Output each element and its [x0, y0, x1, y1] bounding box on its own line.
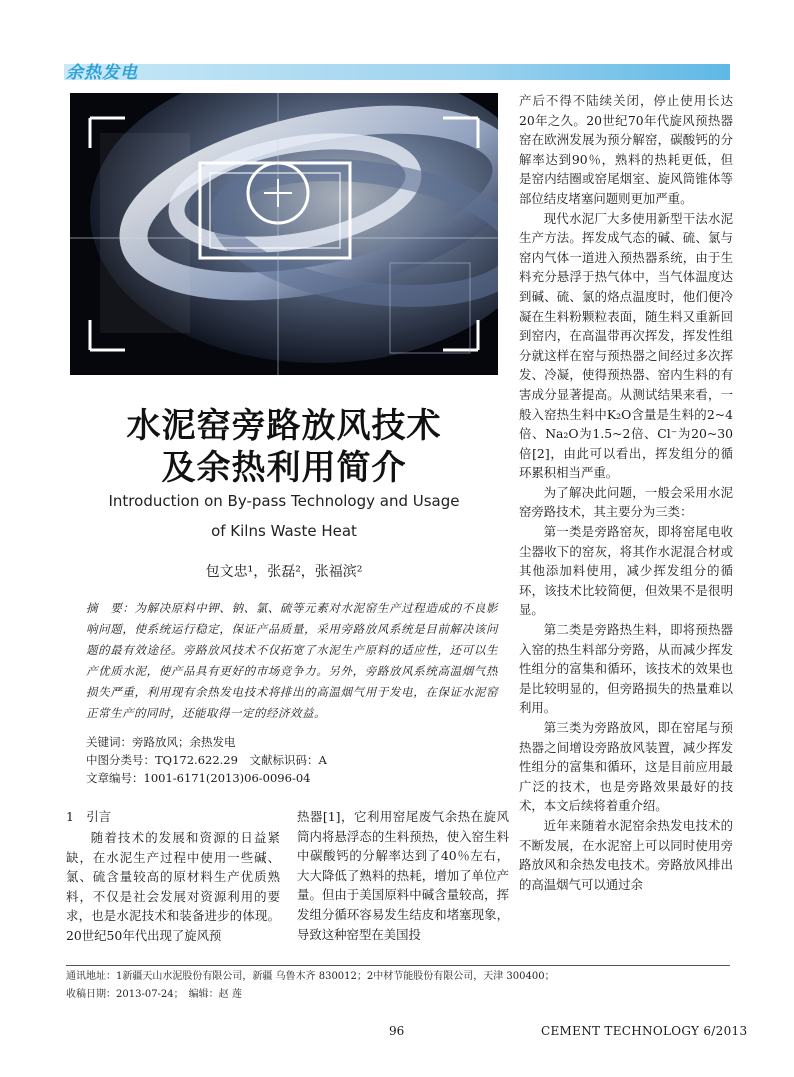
- body-paragraph: 现代水泥厂大多使用新型干法水泥生产方法。挥发成气态的碱、硫、氯与窑内气体一道进入预热器系统，由于生料充分悬浮于热气体中，当气体温度达到碱、硫、氯的烙点温度时，他们便冷凝在生料粉颗粒表面，随生料又重新回到窑内，在高温带再次挥发，挥发性组分就这样在窑与预热器之间经过多次挥发、冷凝，使得预热器、窑内生料的有害成分显著提高。从测试结果来看，一般入窑热生料中K₂O含量是生料的2~4倍、Na₂O为1.5~2倍、Cl⁻为20~30倍[2]，由此可以看出，挥发组分的循环累积相当严重。: [519, 210, 733, 481]
- body-paragraph: 近年来随着水泥窑余热发电技术的不断发展，在水泥窑上可以同时使用旁路放风和余热发电技术。旁路放风排出的高温烟气可以通过余: [519, 817, 733, 892]
- abstract: 摘 要：为解决原料中钾、钠、氯、硫等元素对水泥窑生产过程造成的不良影响问题，使系统运行稳定，保证产品质量，采用旁路放风系统是目前解决该问题的最有效途径。旁路放风技术不仅拓宽了水泥生产原料的适应性，还可以生产优质水泥，使产品具有更好的市场竞争力。另外，旁路放风系统高温烟气热损失严重，利用现有余热发电技术将排出的高温烟气用于发电，在保证水泥窑正常生产的同时，还能取得一定的经济效益。: [86, 601, 498, 720]
- authors: 包文忠¹，张磊²，张福滨²: [205, 564, 363, 580]
- header-bar: [64, 64, 730, 80]
- body-paragraph: 随着技术的发展和资源的日益紧缺，在水泥生产过程中使用一些碱、氯、硫含量较高的原材料生产优质熟料，不仅是社会发展对资源利用的要求，也是水泥技术和装备进步的体现。20世纪50年代出现了旋风预: [66, 830, 280, 943]
- body-paragraph: 热器[1]，它利用窑尾废气余热在旋风筒内将悬浮态的生料预热，使入窑生料中碳酸钙的分解率达到了40％左右，大大降低了熟料的热耗，增加了单位产量。但由于美国原料中碱含量较高，挥发组分循环容易发生结皮和堵塞现象，导致这种窑型在美国投: [297, 809, 509, 942]
- footnote-address: 通讯地址：1新疆天山水泥股份有限公司，新疆 乌鲁木齐 830012；2中材节能股份有限公司，天津 300400；: [66, 971, 555, 982]
- article-number: 文章编号：1001-6171(2013)06-0096-04: [86, 771, 311, 785]
- body-paragraph: 第三类为旁路放风，即在窑尾与预热器之间增设旁路放风装置，减少挥发性组分的富集和循环，这是目前应用最广泛的技术，也是旁路效果最好的技术，本文后续将着重介绍。: [519, 720, 733, 814]
- footnote-dates: 收稿日期：2013-07-24； 编辑：赵 莲: [66, 989, 242, 1000]
- english-title-line-2: of Kilns Waste Heat: [211, 522, 357, 540]
- section-tag: 余热发电: [66, 63, 138, 83]
- section-heading: 1 引言: [66, 809, 112, 824]
- classification: 中图分类号：TQ172.622.29 文献标识码：A: [86, 753, 327, 767]
- body-paragraph: 第二类是旁路热生料，即将预热器入窑的热生料部分旁路，从而减少挥发性组分的富集和循环，该技术的效果也是比较明显的，但旁路损失的热量难以利用。: [519, 622, 733, 716]
- journal-name: CEMENT TECHNOLOGY 6/2013: [541, 1024, 748, 1038]
- title-line-1: 水泥窑旁路放风技术: [126, 406, 442, 446]
- page-number: 96: [389, 1024, 405, 1038]
- body-paragraph: 第一类是旁路窑灰，即将窑尾电收尘器收下的窑灰，将其作水泥混合材或其他添加料使用，减少挥发组分的循环，该技术比较简便，但效果不是很明显。: [519, 524, 733, 618]
- body-paragraph: 为了解决此问题，一般会采用水泥窑旁路技术，其主要分为三类：: [519, 484, 733, 520]
- title-line-2: 及余热利用简介: [161, 448, 407, 488]
- body-column-1: [66, 828, 280, 946]
- right-column: [519, 91, 733, 894]
- footer-rule: [66, 965, 730, 966]
- hero-image: [70, 93, 498, 375]
- keywords: 关键词：旁路放风；余热发电: [86, 735, 236, 749]
- english-title-line-1: Introduction on By-pass Technology and Usage: [108, 492, 460, 510]
- hero-graphic: [70, 93, 498, 375]
- body-paragraph: 产后不得不陆续关闭，停止使用长达20年之久。20世纪70年代旋风预热器窑在欧洲发展为预分解窑，碳酸钙的分解率达到90％，熟料的热耗更低，但是窑内结圈或窑尾烟室、旋风筒锥体等部位结皮堵塞问题则更加严重。: [519, 93, 733, 206]
- body-column-2: [297, 807, 509, 944]
